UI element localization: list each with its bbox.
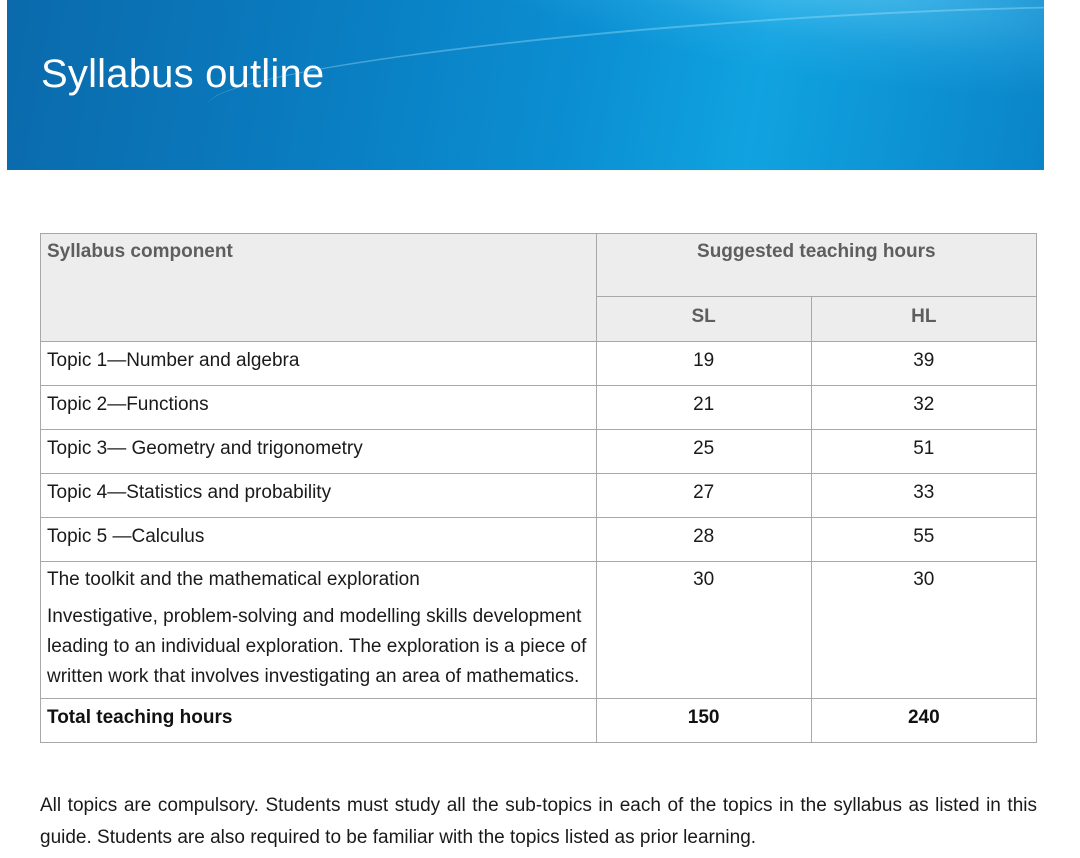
row-sl-hours: 21	[596, 386, 811, 430]
row-component: Topic 5 —Calculus	[41, 518, 597, 562]
total-label: Total teaching hours	[41, 699, 597, 743]
row-hl-hours: 30	[811, 562, 1036, 699]
toolkit-description: Investigative, problem-solving and modelling skills development leading to an individual exploration. The exploration is a piece of written work that involves investigating an area of mathematics.	[47, 606, 587, 687]
row-hl-hours: 39	[811, 342, 1036, 386]
header-syllabus-component: Syllabus component	[41, 234, 597, 342]
row-component: Topic 4—Statistics and probability	[41, 474, 597, 518]
row-sl-hours: 27	[596, 474, 811, 518]
footnote-text: All topics are compulsory. Students must study all the sub-topics in each of the topics in the syllabus as listed in this guide. Students are also required to be familiar with the topics listed as prior learning.	[40, 795, 1037, 848]
row-component: Topic 2—Functions	[41, 386, 597, 430]
row-component: Topic 1—Number and algebra	[41, 342, 597, 386]
toolkit-cell	[41, 562, 597, 699]
row-hl-hours: 51	[811, 430, 1036, 474]
table-row	[41, 518, 1037, 562]
toolkit-title: The toolkit and the mathematical exploration	[47, 569, 420, 590]
header-sl: SL	[596, 297, 811, 342]
table-header-row	[41, 234, 1037, 297]
page-title: Syllabus outline	[41, 52, 325, 96]
syllabus-table	[40, 233, 1037, 743]
table-row	[41, 430, 1037, 474]
row-hl-hours: 33	[811, 474, 1036, 518]
table-row	[41, 386, 1037, 430]
row-hl-hours: 32	[811, 386, 1036, 430]
row-sl-hours: 19	[596, 342, 811, 386]
row-sl-hours: 30	[596, 562, 811, 699]
header-suggested-hours: Suggested teaching hours	[596, 234, 1036, 297]
row-hl-hours: 55	[811, 518, 1036, 562]
table-row	[41, 342, 1037, 386]
row-sl-hours: 28	[596, 518, 811, 562]
table-row	[41, 474, 1037, 518]
total-hl-hours: 240	[811, 699, 1036, 743]
total-sl-hours: 150	[596, 699, 811, 743]
table-row-toolkit	[41, 562, 1037, 699]
row-component: Topic 3— Geometry and trigonometry	[41, 430, 597, 474]
table-total-row	[41, 699, 1037, 743]
row-sl-hours: 25	[596, 430, 811, 474]
header-hl: HL	[811, 297, 1036, 342]
header-banner	[7, 0, 1044, 170]
